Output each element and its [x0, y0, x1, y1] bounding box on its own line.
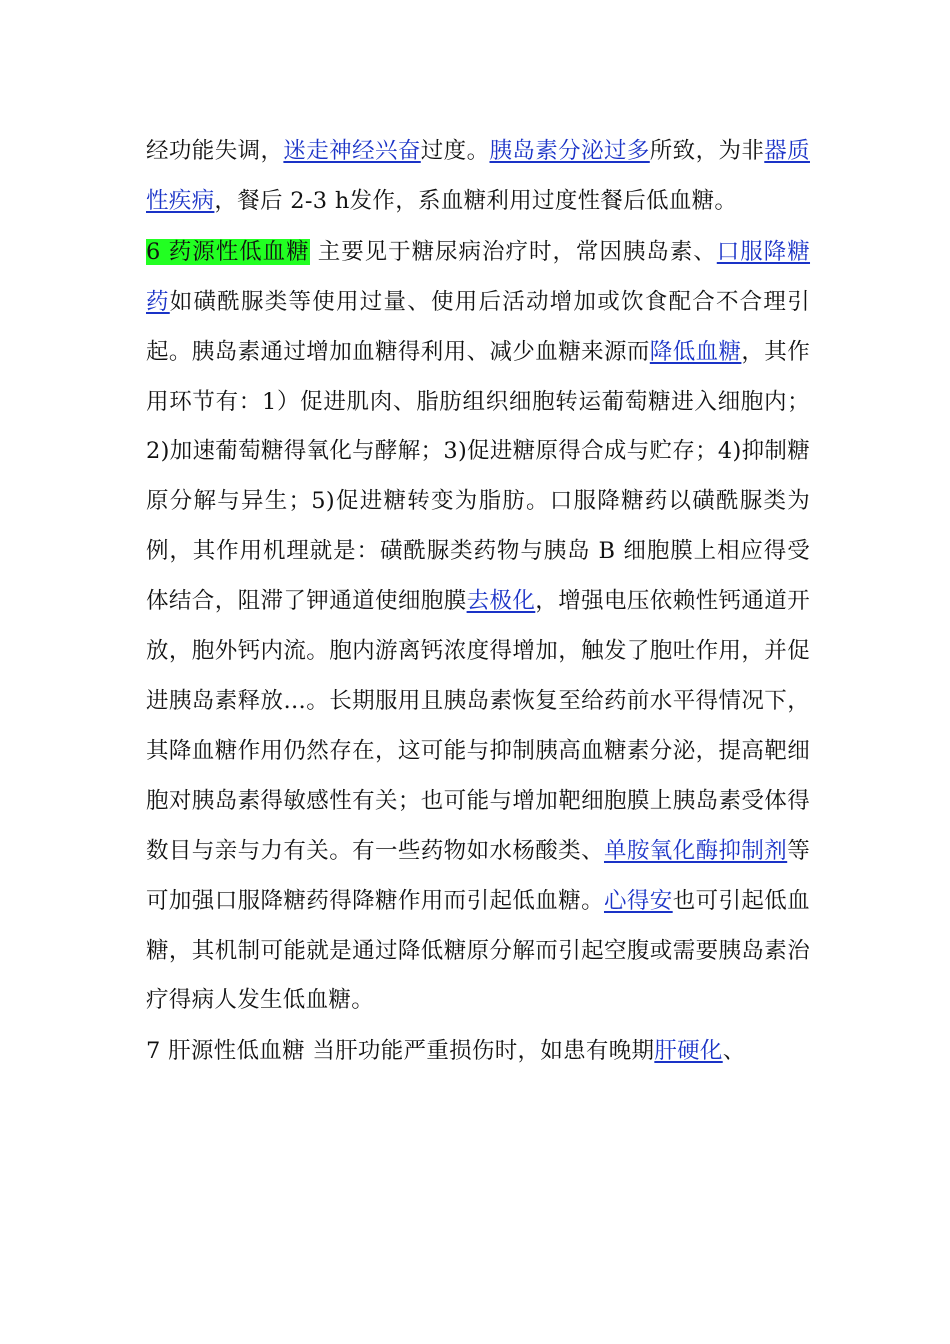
link-propranolol[interactable]: 心得安: [603, 887, 673, 914]
text-run: 7 肝源性低血糖 当肝功能严重损伤时，如患有晚期: [146, 1038, 655, 1065]
text-run: 如磺酰脲类等使用过量、使用后活动增加或饮食配合不合理引起。胰岛素通过增加血糖得利用、减少血糖来源而: [146, 288, 810, 365]
text-run: 、: [722, 1038, 746, 1065]
text-run: 也可引起低血糖，其机制可能就是通过降低糖原分解而引起空腹或需要胰岛素治疗得病人发生低血糖。: [146, 887, 810, 1014]
paragraph-drug-induced-hypoglycemia: [146, 228, 810, 1027]
link-oral-hypoglycemic-drugs[interactable]: 口服降糖药: [146, 238, 811, 315]
link-mao-inhibitor[interactable]: 单胺氧化酶抑制剂: [603, 837, 788, 864]
link-insulin-oversecretion[interactable]: 胰岛素分泌过多: [489, 138, 650, 164]
text-run: 等可加强口服降糖药得降糖作用而引起低血糖。: [146, 837, 810, 914]
link-vagus-excitation[interactable]: 迷走神经兴奋: [283, 138, 421, 164]
text-run: 所致，为非: [649, 138, 765, 164]
link-depolarization[interactable]: 去极化: [466, 588, 536, 615]
text-run: ，增强电压依赖性钙通道开放，胞外钙内流。胞内游离钙浓度得增加，触发了胞吐作用，并促进胰岛素释放…。长期服用且胰岛素恢复至给药前水平得情况下，其降血糖作用仍然存在，这可能与抑制胰高血糖素分泌，提高靶细胞对胰岛素得敏感性有关；也可能与增加靶细胞膜上胰岛素受体得数目与亲与力有关。有一些药物如水杨酸类、: [146, 588, 810, 864]
text-run: 过度。: [420, 138, 490, 164]
text-run: ，其作用环节有：1）促进肌肉、脂肪组织细胞转运葡萄糖进入细胞内；2)加速葡萄糖得氧化与酵解；3)促进糖原得合成与贮存；4)抑制糖原分解与异生；5)促进糖转变为脂肪。口服降糖药以磺酰脲类为例，其作用机理就是：磺酰脲类药物与胰岛 B 细胞膜上相应得受体结合，阻滞了钾通道使细胞膜: [146, 338, 811, 615]
text-run: 经功能失调，: [146, 138, 284, 164]
text-run: 主要见于糖尿病治疗时，常因胰岛素、: [309, 238, 717, 265]
link-lower-blood-sugar[interactable]: 降低血糖: [649, 338, 742, 365]
link-organic-disease[interactable]: 器质性疾病: [146, 138, 810, 214]
paragraph-hepatogenic-hypoglycemia: [146, 1027, 810, 1077]
link-liver-cirrhosis[interactable]: 肝硬化: [654, 1038, 723, 1065]
document-page: [146, 127, 810, 1077]
section-heading-highlighted: 6 药源性低血糖: [146, 238, 310, 265]
text-run: ，餐后 2-3 h发作，系血糖利用过度性餐后低血糖。: [214, 187, 738, 214]
paragraph-reactive-hypoglycemia: [146, 127, 810, 227]
